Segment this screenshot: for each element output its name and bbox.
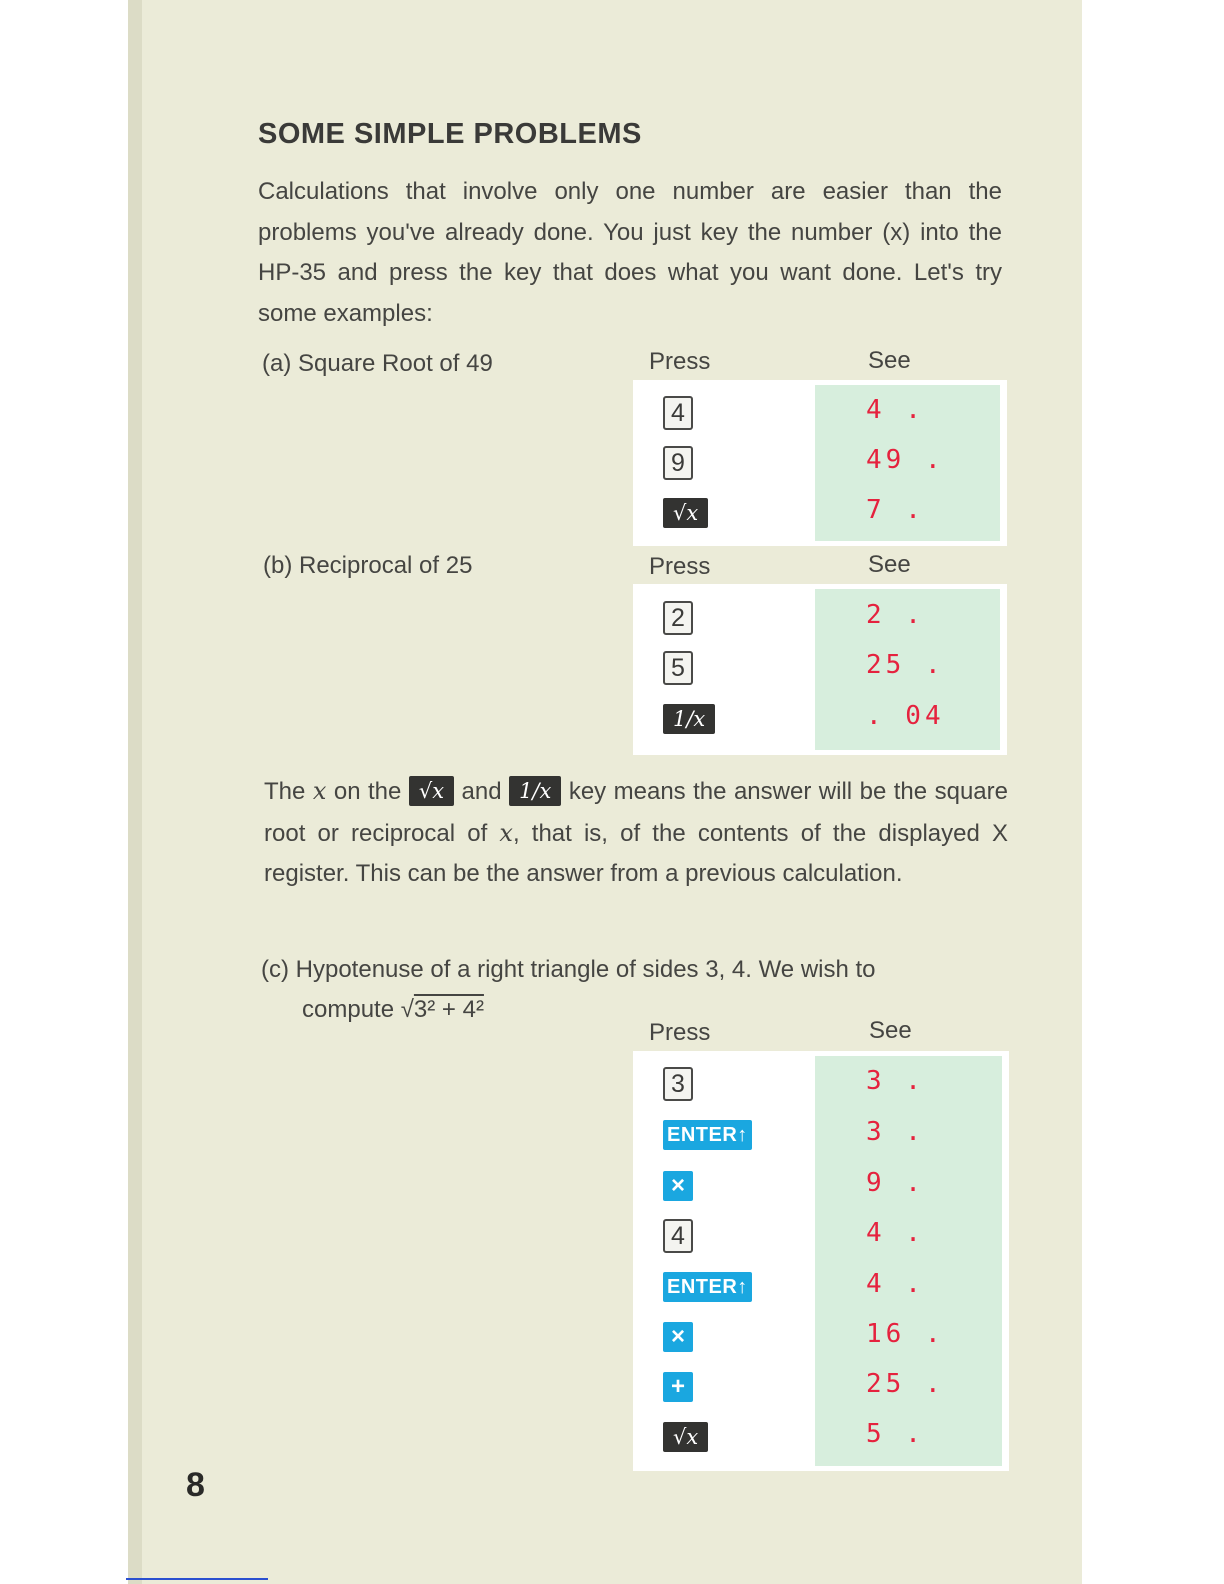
example-a-press-header: Press bbox=[649, 348, 711, 375]
radical-sign: √ bbox=[400, 996, 414, 1023]
intro-paragraph: Calculations that involve only one number are easier than the problems you've already done. You just key the number (x) into the HP-35 and press the key that does what you want done. Let's try some examples: bbox=[258, 178, 1002, 327]
table-row bbox=[633, 1110, 1009, 1160]
example-c-press-header: Press bbox=[649, 1019, 711, 1046]
explain-text: on the bbox=[333, 778, 402, 805]
multiply-key: × bbox=[663, 1171, 693, 1201]
example-a-label: (a) Square Root of 49 bbox=[262, 350, 493, 377]
display-value: 3 . bbox=[866, 1066, 925, 1096]
key-3: 3 bbox=[663, 1067, 693, 1101]
plus-key: + bbox=[663, 1372, 693, 1402]
x-symbol: x bbox=[499, 818, 513, 847]
display-value: 49 . bbox=[866, 445, 945, 475]
table-row bbox=[633, 388, 1007, 438]
formula-radicand: 3² + 4² bbox=[413, 996, 484, 1023]
table-row bbox=[633, 438, 1007, 488]
example-b-table bbox=[633, 584, 1007, 755]
table-row bbox=[633, 1362, 1009, 1412]
table-row bbox=[633, 1412, 1009, 1462]
example-c-see-header: See bbox=[869, 1017, 912, 1044]
sqrt-x-key: √x bbox=[409, 776, 454, 806]
example-c-formula bbox=[302, 996, 484, 1024]
table-row bbox=[633, 1059, 1009, 1109]
table-row bbox=[633, 694, 1007, 744]
example-b-label: (b) Reciprocal of 25 bbox=[263, 552, 473, 579]
example-b-see-header: See bbox=[868, 551, 911, 578]
table-row bbox=[633, 1211, 1009, 1261]
display-value: 2 . bbox=[866, 600, 925, 630]
display-value: 16 . bbox=[866, 1319, 945, 1349]
example-a-see-header: See bbox=[868, 347, 911, 374]
example-c-label: (c) Hypotenuse of a right triangle of sides 3, 4. We wish to bbox=[261, 956, 876, 983]
key-4: 4 bbox=[663, 396, 693, 430]
display-value: 5 . bbox=[866, 1419, 925, 1449]
compute-text: compute bbox=[302, 996, 395, 1023]
section-title: SOME SIMPLE PROBLEMS bbox=[258, 118, 642, 150]
key-2: 2 bbox=[663, 601, 693, 635]
display-value: 4 . bbox=[866, 1218, 925, 1248]
example-a-table bbox=[633, 380, 1007, 546]
example-b-press-header: Press bbox=[649, 553, 711, 580]
book-spine-shadow bbox=[128, 0, 142, 1584]
explain-text: The bbox=[264, 778, 306, 805]
enter-key: ENTER↑ bbox=[663, 1272, 752, 1302]
bottom-rule bbox=[126, 1578, 268, 1580]
reciprocal-key: 1/x bbox=[663, 704, 715, 734]
display-value: 25 . bbox=[866, 650, 945, 680]
display-value: 25 . bbox=[866, 1369, 945, 1399]
explain-text: key means the answer will be the square root or reciprocal of bbox=[264, 778, 1008, 847]
table-row bbox=[633, 1312, 1009, 1362]
table-row bbox=[633, 1161, 1009, 1211]
page-number: 8 bbox=[186, 1466, 205, 1504]
table-row bbox=[633, 593, 1007, 643]
explain-text: and bbox=[461, 778, 502, 805]
display-value: 4 . bbox=[866, 1269, 925, 1299]
key-9: 9 bbox=[663, 446, 693, 480]
x-symbol: x bbox=[312, 777, 327, 805]
sqrt-x-key: √x bbox=[663, 498, 708, 528]
explanation-paragraph bbox=[264, 771, 1008, 895]
table-row bbox=[633, 488, 1007, 538]
display-value: 7 . bbox=[866, 495, 925, 525]
multiply-key: × bbox=[663, 1322, 693, 1352]
display-value: . 04 bbox=[866, 701, 945, 731]
key-4: 4 bbox=[663, 1219, 693, 1253]
reciprocal-key: 1/x bbox=[509, 776, 561, 806]
explain-text: , that is, of the contents of the displayed X register. This can be the answer from a previous calculation. bbox=[264, 819, 1008, 887]
table-row bbox=[633, 643, 1007, 693]
key-5: 5 bbox=[663, 651, 693, 685]
enter-key: ENTER↑ bbox=[663, 1120, 752, 1150]
table-row bbox=[633, 1262, 1009, 1312]
display-value: 9 . bbox=[866, 1168, 925, 1198]
display-value: 3 . bbox=[866, 1117, 925, 1147]
example-c-table bbox=[633, 1051, 1009, 1471]
display-value: 4 . bbox=[866, 395, 925, 425]
sqrt-x-key: √x bbox=[663, 1422, 708, 1452]
